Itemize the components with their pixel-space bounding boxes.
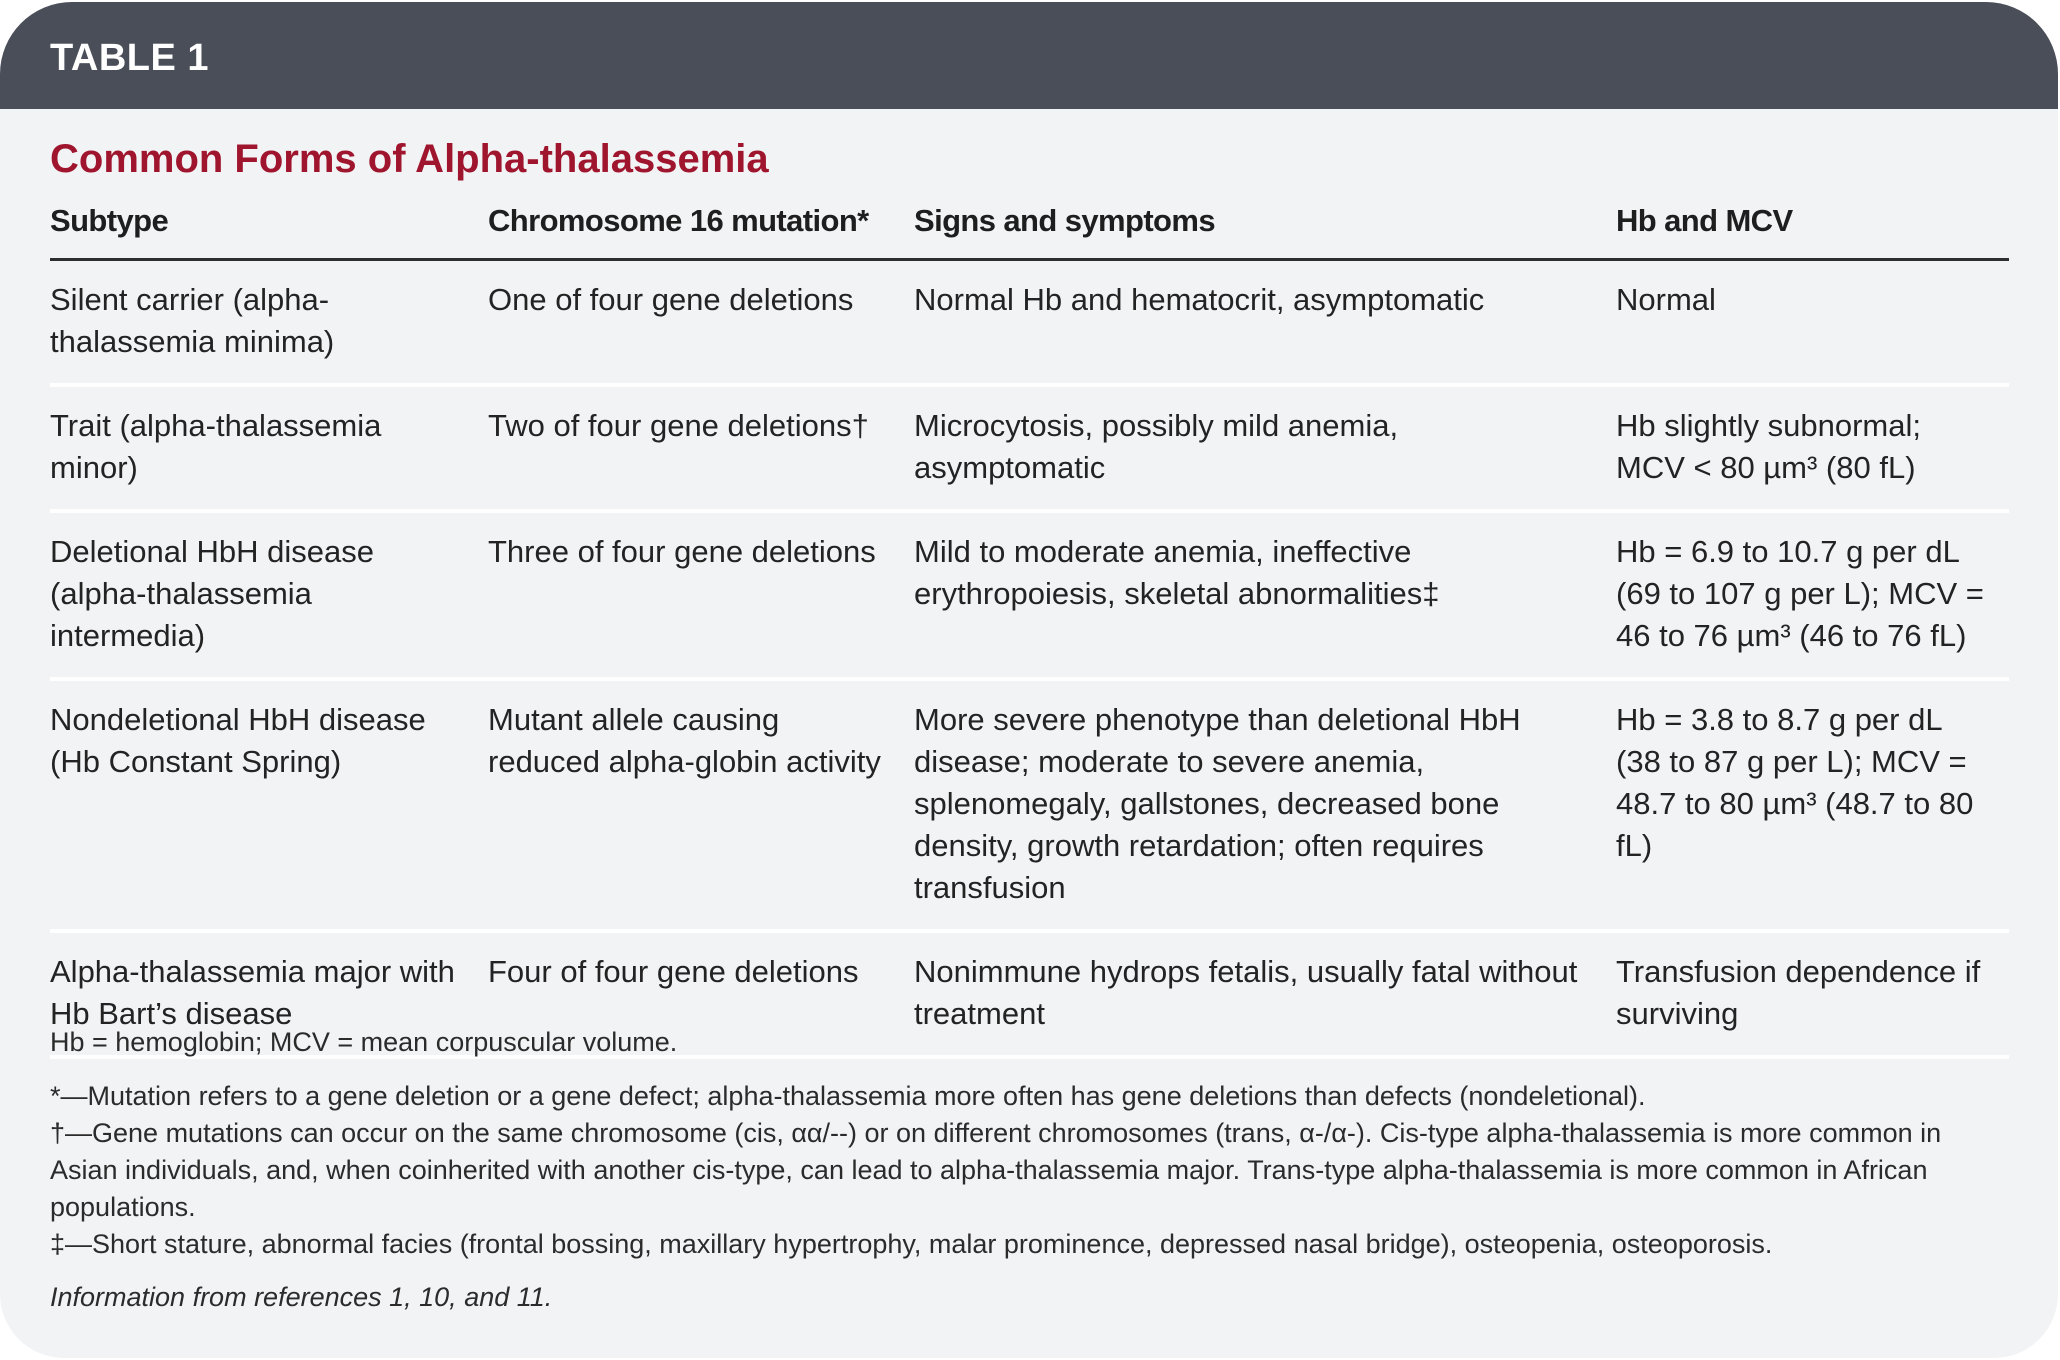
cell-signs: Microcytosis, possibly mild anemia, asymptomatic: [914, 385, 1616, 511]
data-table: [50, 198, 2009, 1059]
cell-signs: More severe phenotype than deletional HbH disease; moderate to severe anemia, splenomegaly, gallstones, decreased bone density, growth retardation; often requires transfusion: [914, 679, 1616, 931]
cell-hb-mcv: Transfusion dependence if surviving: [1616, 931, 2009, 1057]
cell-subtype: Trait (alpha-thalassemia minor): [50, 385, 488, 511]
column-header-signs: Signs and symptoms: [914, 198, 1616, 260]
cell-subtype: Alpha-thalassemia major with Hb Bart’s disease: [50, 931, 488, 1057]
cell-hb-mcv: Hb slightly subnormal; MCV < 80 µm³ (80 fL): [1616, 385, 2009, 511]
cell-signs: Nonimmune hydrops fetalis, usually fatal without treatment: [914, 931, 1616, 1057]
cell-subtype: Deletional HbH disease (alpha-thalassemia intermedia): [50, 511, 488, 679]
column-header-hb-mcv: Hb and MCV: [1616, 198, 2009, 260]
cell-mutation: One of four gene deletions: [488, 260, 914, 386]
table-title: Common Forms of Alpha-thalassemia: [50, 137, 769, 181]
table-row: [50, 679, 2009, 931]
table-row: [50, 385, 2009, 511]
table-banner: [0, 2, 2058, 109]
cell-mutation: Three of four gene deletions: [488, 511, 914, 679]
cell-signs: Normal Hb and hematocrit, asymptomatic: [914, 260, 1616, 386]
column-header-mutation: Chromosome 16 mutation*: [488, 198, 914, 260]
abbreviations-note: Hb = hemoglobin; MCV = mean corpuscular volume.: [50, 1027, 678, 1057]
table-row: [50, 260, 2009, 386]
cell-signs: Mild to moderate anemia, ineffective erythropoiesis, skeletal abnormalities‡: [914, 511, 1616, 679]
table-row: [50, 511, 2009, 679]
source-citation: Information from references 1, 10, and 11.: [50, 1282, 553, 1312]
cell-mutation: Two of four gene deletions†: [488, 385, 914, 511]
cell-mutation: Mutant allele causing reduced alpha-globin activity: [488, 679, 914, 931]
cell-hb-mcv: Normal: [1616, 260, 2009, 386]
table-number-label: TABLE 1: [50, 37, 210, 79]
footnote-double-dagger: ‡—Short stature, abnormal facies (frontal bossing, maxillary hypertrophy, malar prominence, depressed nasal bridge), osteopenia, osteoporosis.: [50, 1229, 1773, 1259]
cell-subtype: Nondeletional HbH disease (Hb Constant Spring): [50, 679, 488, 931]
footnote-dagger: †—Gene mutations can occur on the same chromosome (cis, αα/--) or on different chromosomes (trans, α-/α-). Cis-type alpha-thalassemia is more common in Asian individuals, and, when coinherited with another cis-type, can lead to alpha-thalassemia major. Trans-type alpha-thalassemia is more common in African populations.: [50, 1118, 1942, 1222]
cell-hb-mcv: Hb = 3.8 to 8.7 g per dL (38 to 87 g per L); MCV = 48.7 to 80 µm³ (48.7 to 80 fL): [1616, 679, 2009, 931]
cell-subtype: Silent carrier (alpha-thalassemia minima): [50, 260, 488, 386]
table-card: [0, 2, 2058, 1358]
cell-mutation: Four of four gene deletions: [488, 931, 914, 1057]
header-row: [50, 198, 2009, 260]
column-header-subtype: Subtype: [50, 198, 488, 260]
table-notes: [50, 1024, 2010, 1316]
cell-hb-mcv: Hb = 6.9 to 10.7 g per dL (69 to 107 g per L); MCV = 46 to 76 µm³ (46 to 76 fL): [1616, 511, 2009, 679]
footnote-asterisk: *—Mutation refers to a gene deletion or a gene defect; alpha-thalassemia more often has gene deletions than defects (nondeletional).: [50, 1081, 1646, 1111]
